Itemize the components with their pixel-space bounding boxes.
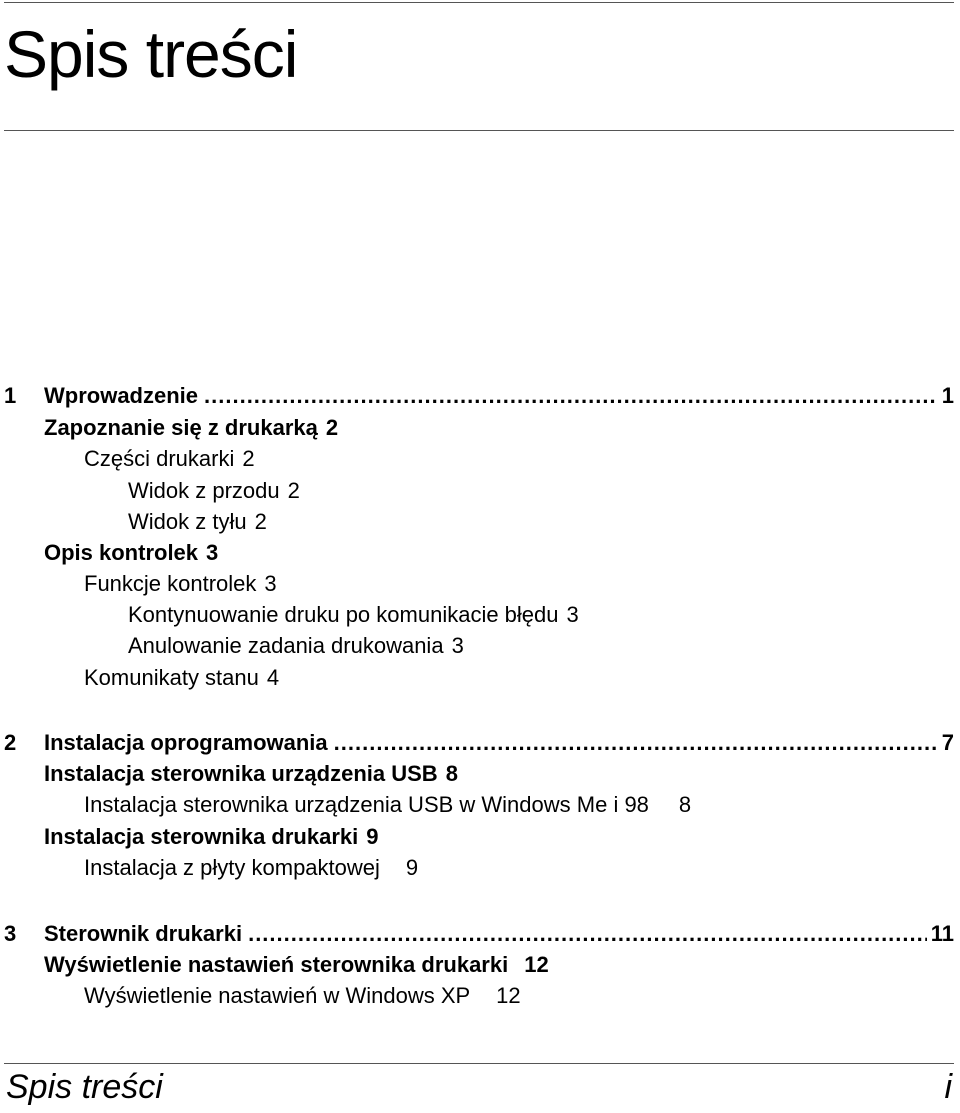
footer-title: Spis treści	[6, 1068, 163, 1106]
entry-page: 9	[366, 824, 379, 849]
chapter-number: 1	[4, 383, 17, 408]
chapter-title: Instalacja oprogramowania	[44, 730, 328, 755]
entry-page: 3	[566, 602, 579, 627]
entry-title: Anulowanie zadania drukowania	[128, 633, 444, 658]
toc-entry[interactable]	[0, 662, 960, 694]
entry-page: 3	[264, 571, 277, 596]
entry-title: Instalacja sterownika urządzenia USB w Windows Me i 98	[84, 792, 649, 817]
entry-title: Komunikaty stanu	[84, 665, 259, 690]
entry-page: 12	[496, 983, 521, 1008]
entry-title: Instalacja z płyty kompaktowej	[84, 855, 380, 880]
chapter-number: 3	[4, 921, 17, 946]
toc-entry[interactable]	[0, 630, 960, 662]
chapter-page: 1	[941, 383, 954, 408]
toc-chapter-1[interactable]	[0, 380, 960, 412]
entry-title: Funkcje kontrolek	[84, 571, 257, 596]
entry-title: Opis kontrolek	[44, 540, 199, 565]
toc-entry[interactable]	[0, 568, 960, 600]
toc-entry[interactable]	[0, 537, 960, 569]
entry-page: 3	[206, 540, 219, 565]
toc-entry[interactable]	[0, 821, 960, 853]
toc-entry[interactable]	[0, 789, 960, 821]
chapter-title: Wprowadzenie	[44, 383, 199, 408]
toc-chapter-3[interactable]	[0, 918, 960, 950]
footer-rule	[4, 1063, 954, 1064]
toc-entry[interactable]	[0, 980, 960, 1012]
entry-title: Wyświetlenie nastawień w Windows XP	[84, 983, 471, 1008]
chapter-title: Sterownik drukarki	[44, 921, 243, 946]
entry-page: 9	[405, 855, 419, 880]
entry-title: Instalacja sterownika drukarki	[44, 824, 359, 849]
dot-leader	[334, 727, 938, 759]
page-title: Spis treści	[4, 17, 298, 91]
entry-page: 2	[325, 415, 339, 440]
entry-page: 2	[242, 446, 255, 471]
toc-entry[interactable]	[0, 949, 960, 981]
toc-entry[interactable]	[0, 475, 960, 507]
entry-page: 3	[451, 633, 464, 658]
chapter-number: 2	[4, 730, 17, 755]
toc-entry[interactable]	[0, 758, 960, 790]
entry-page: 4	[266, 665, 280, 690]
entry-title: Części drukarki	[84, 446, 235, 471]
entry-title: Kontynuowanie druku po komunikacie błędu	[128, 602, 559, 627]
entry-page: 2	[254, 509, 267, 534]
toc-chapter-2[interactable]	[0, 727, 960, 759]
entry-title: Instalacja sterownika urządzenia USB	[44, 761, 438, 786]
entry-title: Wyświetlenie nastawień sterownika drukarki	[44, 952, 509, 977]
chapter-page: 11	[930, 921, 954, 946]
dot-leader	[204, 380, 938, 412]
footer-page-number: i	[944, 1068, 952, 1106]
entry-page: 2	[287, 478, 300, 503]
chapter-page: 7	[941, 730, 954, 755]
dot-leader	[248, 918, 927, 950]
toc-entry[interactable]	[0, 412, 960, 444]
top-rule	[4, 2, 954, 3]
entry-page: 8	[445, 761, 458, 786]
toc-entry[interactable]	[0, 599, 960, 631]
entry-title: Widok z tyłu	[128, 509, 247, 534]
toc-entry[interactable]	[0, 506, 960, 538]
title-rule	[4, 130, 954, 131]
entry-title: Zapoznanie się z drukarką	[44, 415, 318, 440]
toc-entry[interactable]	[0, 852, 960, 884]
entry-title: Widok z przodu	[128, 478, 280, 503]
toc-entry[interactable]	[0, 443, 960, 475]
entry-page: 8	[678, 792, 692, 817]
entry-page: 12	[524, 952, 549, 977]
